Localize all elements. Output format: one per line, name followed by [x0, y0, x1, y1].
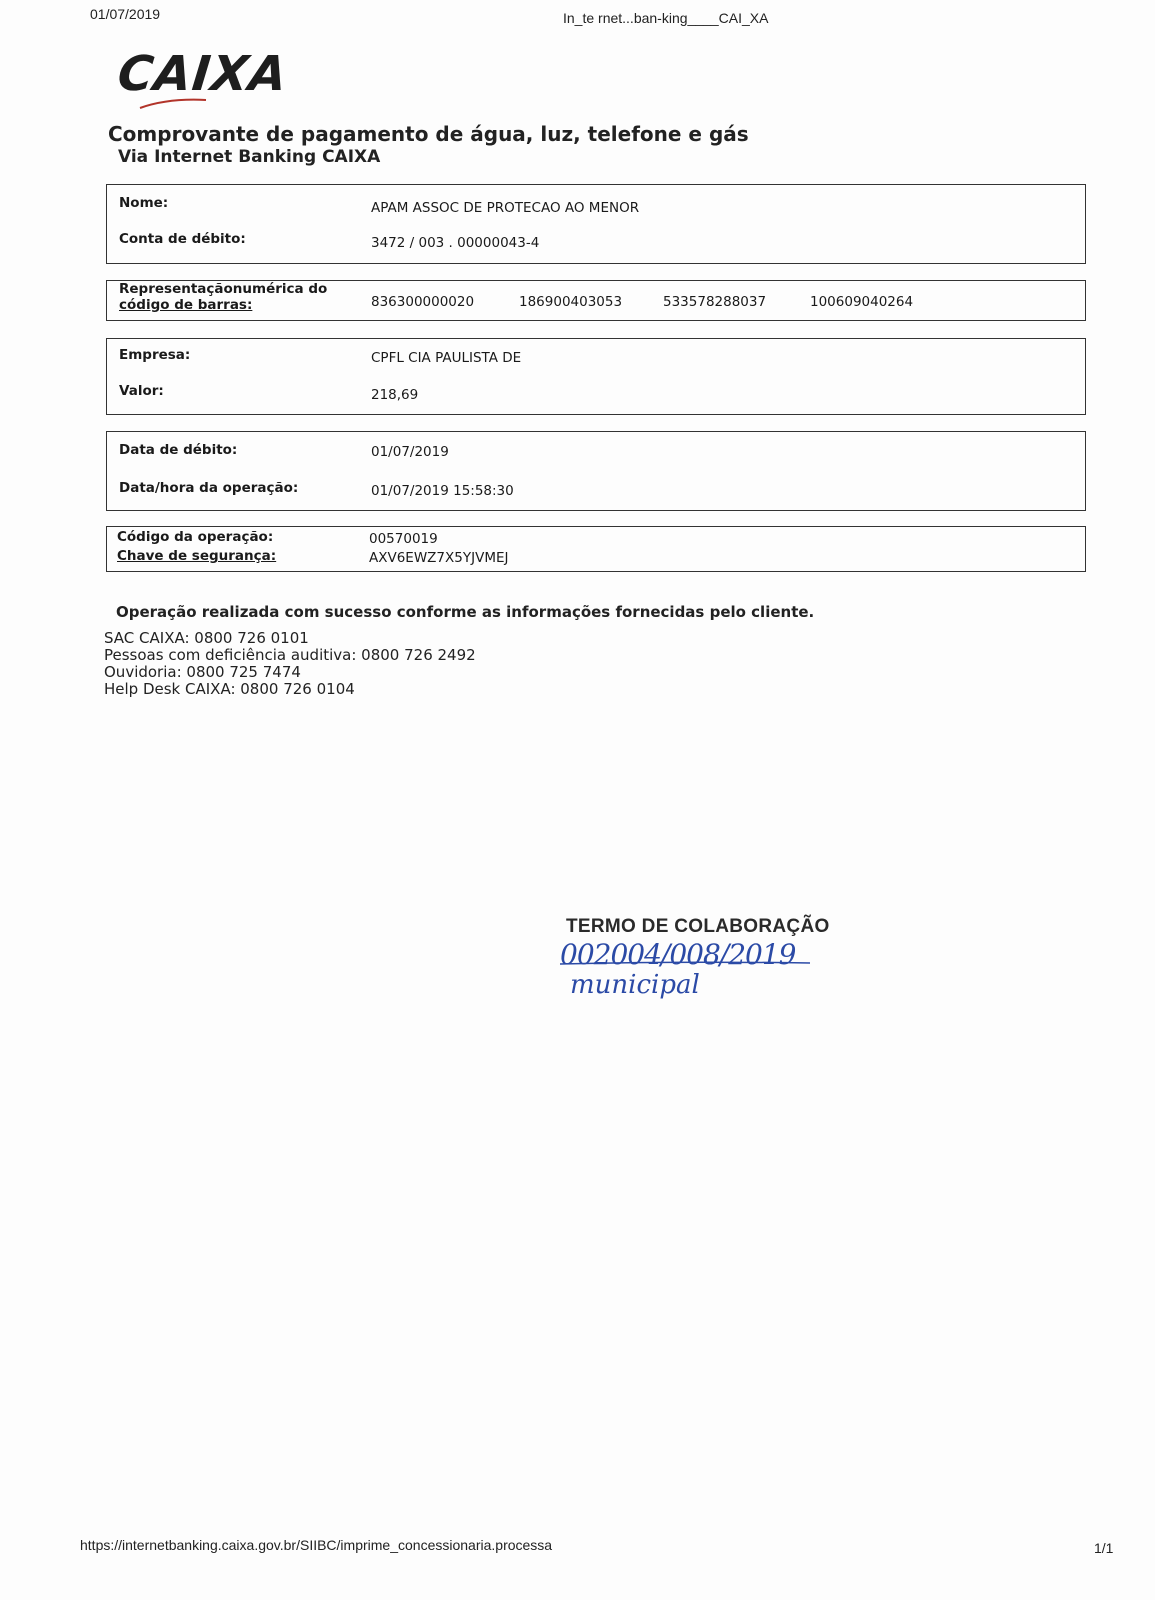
company-value: CPFL CIA PAULISTA DE [371, 350, 522, 366]
contact-line-accessibility: Pessoas com deficiência auditiva: 0800 726 2492 [104, 646, 476, 664]
contact-line-sac: SAC CAIXA: 0800 726 0101 [104, 629, 309, 647]
barcode-field-1: 836300000020 [371, 294, 475, 310]
contacts-list [104, 630, 476, 698]
barcode-label-line1: Representaçãonumérica do [119, 281, 328, 297]
print-source: In_te rnet...ban-king____CAI_XA [563, 10, 769, 26]
receipt-subtitle: Via Internet Banking CAIXA [118, 147, 381, 167]
caixa-logo: CAIXA [115, 46, 291, 102]
name-label: Nome: [119, 195, 169, 211]
barcode-label [119, 281, 327, 313]
print-date: 01/07/2019 [90, 6, 161, 22]
barcode-field-3: 533578288037 [663, 294, 767, 310]
amount-value: 218,69 [371, 387, 419, 403]
success-message: Operação realizada com sucesso conforme as informações fornecidas pelo cliente. [116, 603, 815, 621]
barcode-box [106, 280, 1086, 321]
security-key-value: AXV6EWZ7X5YJVMEJ [369, 550, 509, 566]
operation-box [106, 526, 1086, 572]
barcode-field-4: 100609040264 [810, 294, 914, 310]
company-label: Empresa: [119, 347, 191, 363]
barcode-label-line2: código de barras: [119, 297, 253, 313]
security-key-label: Chave de segurança: [117, 548, 277, 564]
contact-line-helpdesk: Help Desk CAIXA: 0800 726 0104 [104, 680, 355, 698]
stamp-title: TERMO DE COLABORAÇÃO [566, 916, 830, 937]
page-number: 1/1 [1094, 1540, 1114, 1556]
account-box [106, 184, 1086, 264]
dates-box [106, 431, 1086, 511]
logo-swoosh-icon [138, 96, 208, 110]
handwritten-word: municipal [570, 970, 700, 1000]
footer-url: https://internetbanking.caixa.gov.br/SIIBC/imprime_concessionaria.processa [80, 1537, 553, 1553]
debit-account-label: Conta de débito: [119, 231, 246, 247]
barcode-field-2: 186900403053 [519, 294, 623, 310]
debit-date-label: Data de débito: [119, 442, 238, 458]
operation-datetime-label: Data/hora da operação: [119, 480, 299, 496]
debit-account-value: 3472 / 003 . 00000043-4 [371, 235, 540, 251]
receipt-title: Comprovante de pagamento de água, luz, telefone e gás [108, 122, 749, 146]
debit-date-value: 01/07/2019 [371, 444, 449, 460]
name-value: APAM ASSOC DE PROTECAO AO MENOR [371, 200, 640, 216]
payment-box [106, 338, 1086, 415]
stamp-number: 002004/008/2019 [560, 938, 796, 971]
amount-label: Valor: [119, 383, 164, 399]
stamp-underline-icon [560, 960, 810, 968]
contact-line-ombudsman: Ouvidoria: 0800 725 7474 [104, 663, 301, 681]
operation-code-label: Código da operação: [117, 529, 274, 545]
operation-code-value: 00570019 [369, 531, 438, 547]
operation-datetime-value: 01/07/2019 15:58:30 [371, 483, 514, 499]
